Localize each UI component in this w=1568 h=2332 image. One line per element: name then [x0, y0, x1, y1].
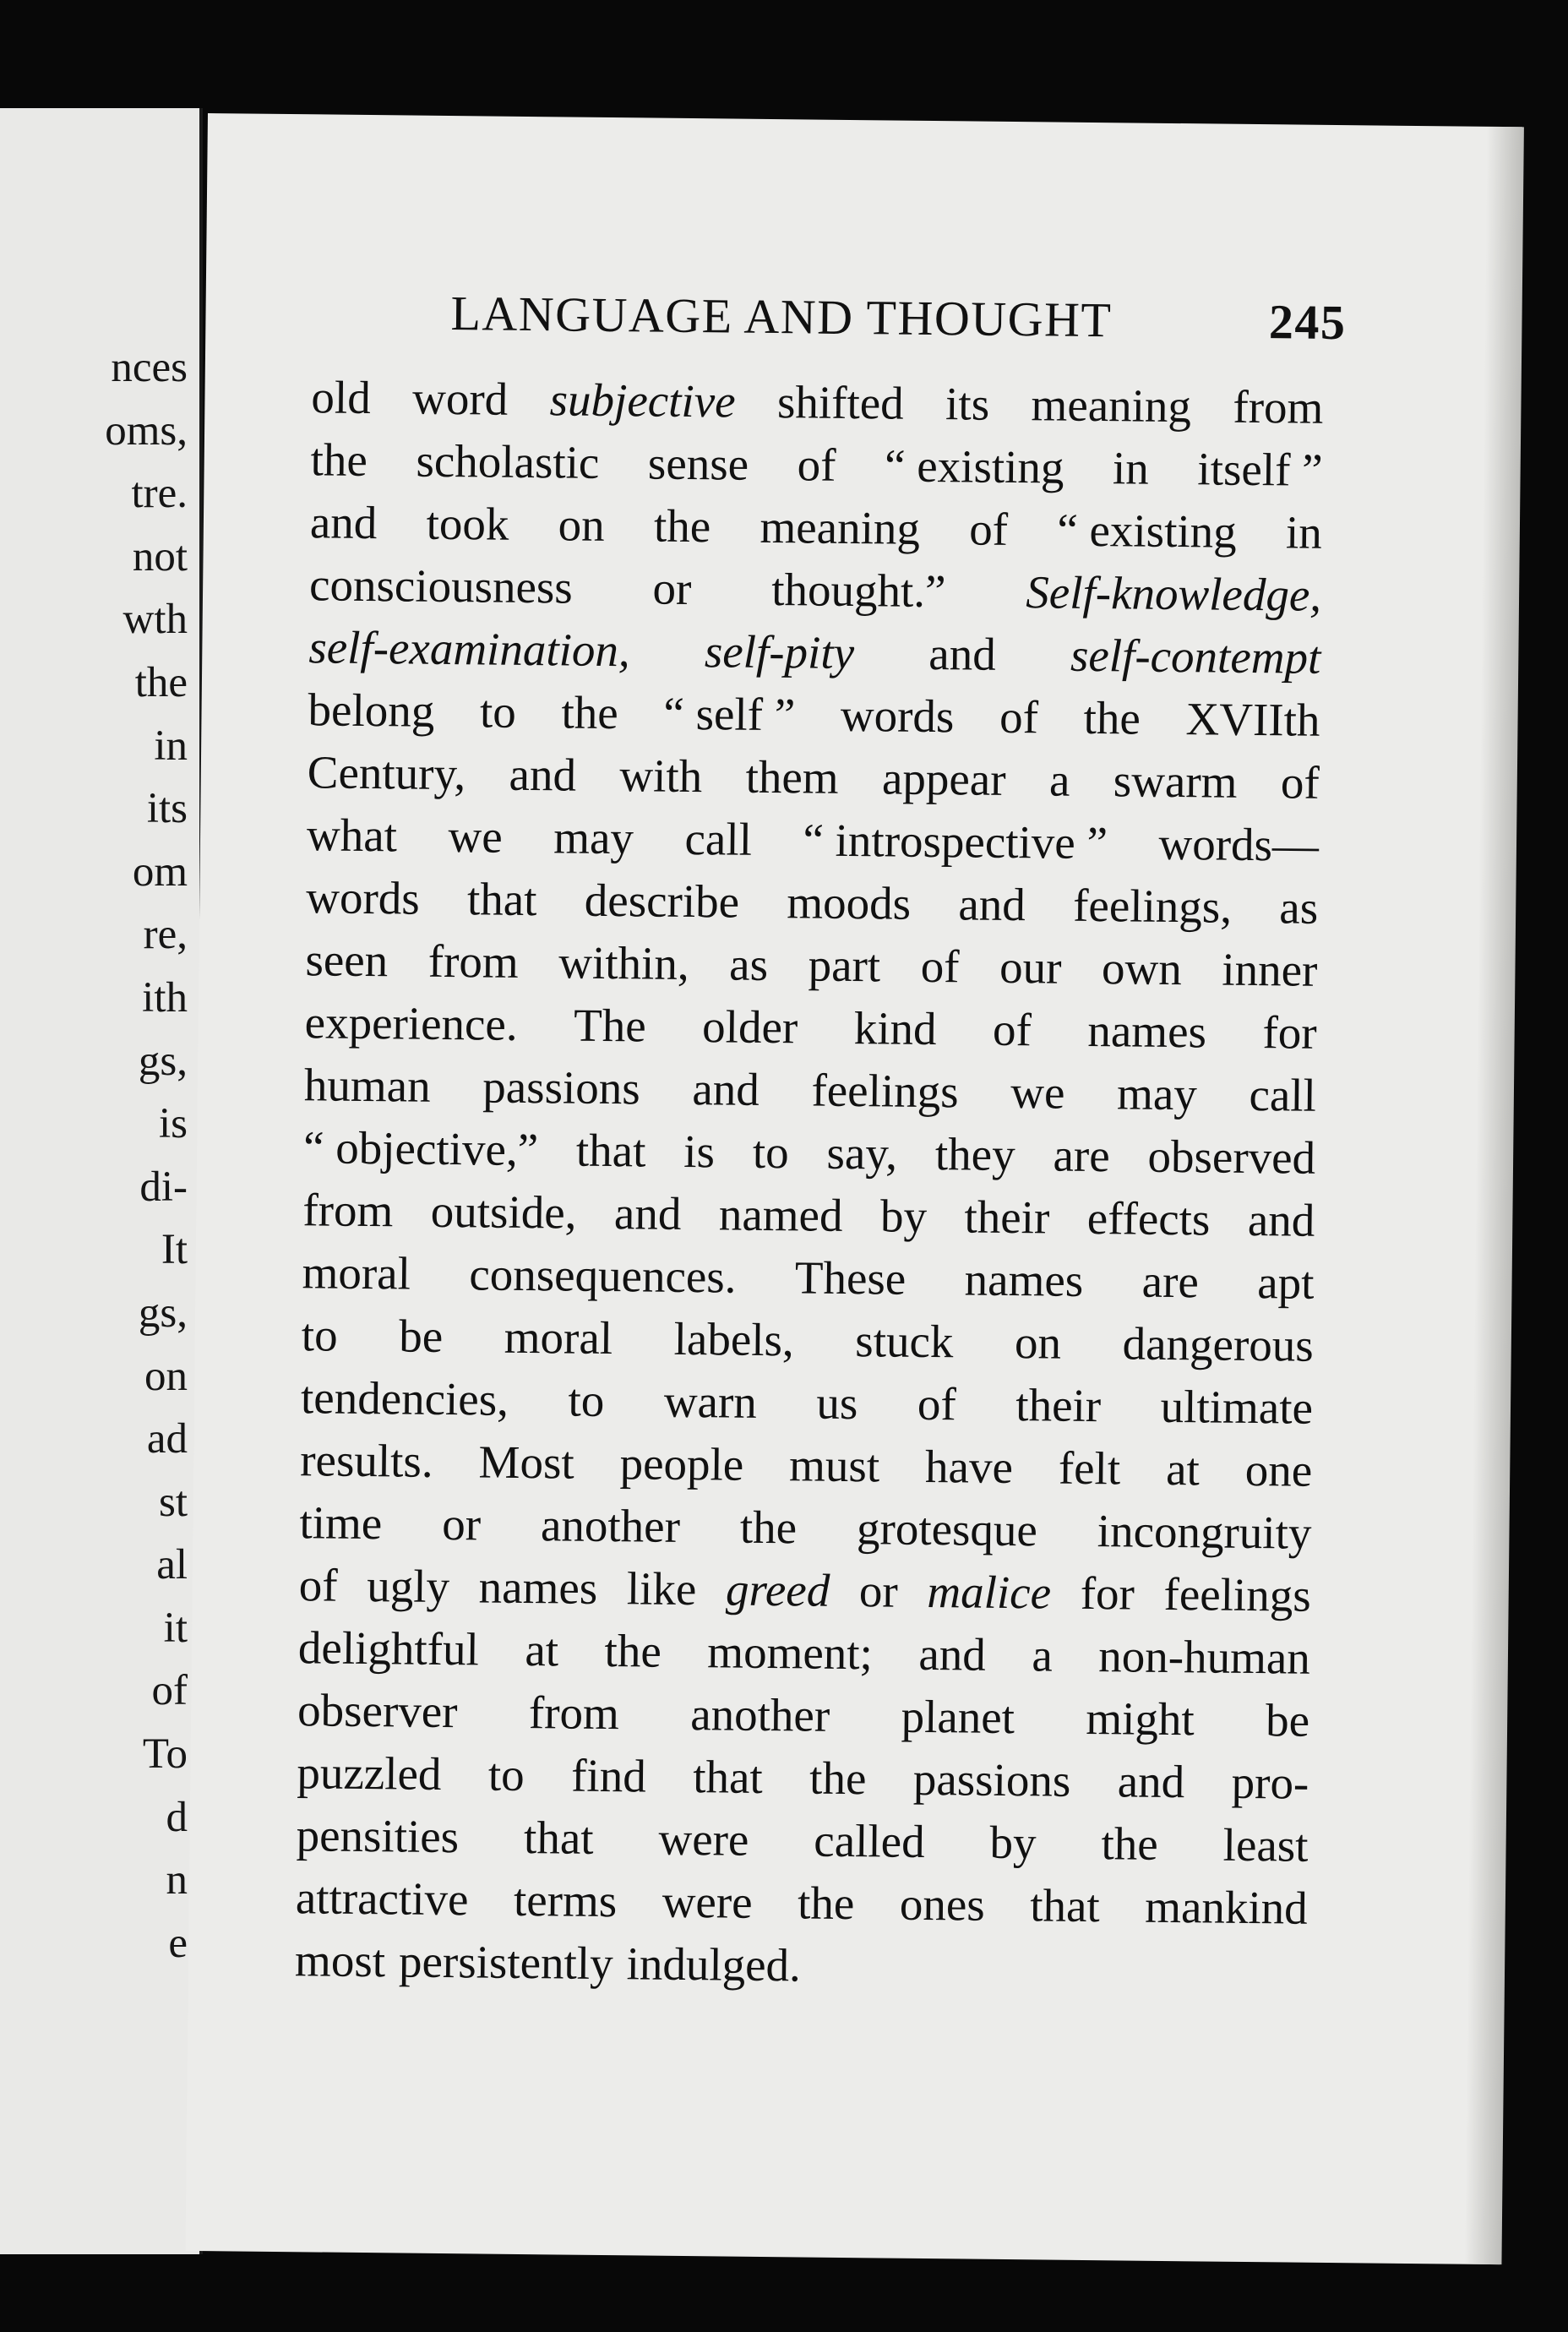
- word: that: [575, 1124, 646, 1177]
- left-page-fragment: om: [132, 847, 188, 896]
- word: at: [525, 1624, 559, 1676]
- word: persistently: [398, 1935, 613, 1990]
- word: within,: [558, 936, 689, 990]
- text-line: [309, 553, 1322, 627]
- word: the: [1101, 1817, 1159, 1870]
- left-page-fragment: re,: [143, 911, 188, 959]
- word: by: [989, 1816, 1037, 1869]
- word: of: [298, 1559, 338, 1611]
- italic-word: self-contempt: [1070, 629, 1321, 684]
- word: call: [684, 812, 753, 865]
- word: to: [487, 1748, 525, 1801]
- word: with: [619, 749, 703, 803]
- word: of: [968, 503, 1009, 555]
- word: or: [858, 1565, 899, 1617]
- word: another: [540, 1499, 681, 1552]
- word: consciousness: [308, 558, 574, 613]
- word: and: [1247, 1193, 1315, 1246]
- word: shifted: [776, 376, 905, 429]
- word: apt: [1257, 1256, 1315, 1309]
- word: are: [1141, 1255, 1200, 1308]
- word: scholastic: [416, 434, 600, 488]
- word: names: [964, 1253, 1084, 1306]
- word: or: [652, 562, 692, 615]
- word: and: [928, 627, 997, 680]
- word: to: [479, 685, 517, 738]
- word: we: [448, 810, 504, 863]
- word: they: [934, 1128, 1015, 1181]
- word: stuck: [855, 1315, 954, 1368]
- word: called: [814, 1814, 925, 1867]
- running-head-title: LANGUAGE AND THOUGHT: [450, 286, 1113, 348]
- text-line: [296, 1804, 1309, 1877]
- word: their: [1015, 1379, 1102, 1432]
- word: “ existing: [1057, 504, 1238, 558]
- word: of: [917, 1377, 957, 1430]
- text-line: [304, 1054, 1317, 1127]
- word: labels,: [673, 1312, 795, 1366]
- word: and: [1117, 1755, 1185, 1808]
- text-line: [306, 866, 1319, 940]
- text-line: [301, 1304, 1314, 1377]
- text-line: [304, 991, 1317, 1065]
- left-page-fragment: is: [158, 1100, 188, 1148]
- left-page-fragment: the: [134, 658, 188, 706]
- word: tendencies,: [300, 1371, 509, 1425]
- text-line: [295, 1866, 1308, 1940]
- word: word: [411, 372, 509, 425]
- word: feelings,: [1072, 879, 1233, 933]
- word: incongruity: [1097, 1505, 1312, 1559]
- word: from: [528, 1686, 620, 1740]
- word: might: [1086, 1692, 1195, 1746]
- word: kind: [853, 1002, 937, 1055]
- left-page-fragment: e: [168, 1919, 188, 1967]
- word: the: [604, 1625, 662, 1677]
- word: ultimate: [1160, 1380, 1314, 1434]
- word: passions: [912, 1752, 1071, 1806]
- left-page-fragment: di-: [139, 1163, 188, 1211]
- text-line: [308, 616, 1321, 689]
- word: on: [558, 499, 606, 551]
- left-page-fragment: gs,: [138, 1289, 188, 1337]
- word: are: [1053, 1129, 1111, 1182]
- text-line: [297, 1741, 1309, 1815]
- italic-word: self-pity: [704, 625, 855, 679]
- word: ones: [899, 1877, 986, 1931]
- word: part: [808, 939, 881, 992]
- word: their: [964, 1191, 1050, 1244]
- word: pensities: [296, 1809, 460, 1863]
- left-page-fragment: not: [132, 532, 188, 580]
- word: and: [613, 1187, 682, 1240]
- word: in: [1285, 506, 1323, 558]
- word: of: [992, 1003, 1032, 1056]
- word: like: [626, 1562, 697, 1616]
- word: Century,: [307, 746, 466, 800]
- word: itself ”: [1197, 443, 1323, 496]
- word: the: [797, 1877, 855, 1930]
- word: results.: [299, 1434, 433, 1487]
- word: moods: [787, 876, 912, 929]
- left-page-fragment: gs,: [138, 1037, 188, 1085]
- word: inner: [1222, 943, 1318, 996]
- left-page-fragment: st: [158, 1478, 188, 1526]
- word: must: [788, 1439, 880, 1492]
- word: in: [1112, 442, 1150, 494]
- word: observed: [1147, 1130, 1316, 1184]
- word: people: [619, 1437, 744, 1490]
- left-page-fragment: n: [166, 1856, 188, 1904]
- left-page-fragment: It: [161, 1226, 188, 1274]
- text-line: [308, 678, 1320, 752]
- word: swarm: [1113, 755, 1238, 808]
- text-line: [299, 1491, 1312, 1565]
- word: find: [570, 1749, 647, 1802]
- word: dangerous: [1122, 1317, 1315, 1371]
- word: what: [306, 809, 398, 862]
- left-page-fragment: of: [151, 1667, 188, 1715]
- word: from: [427, 934, 520, 988]
- word: and: [918, 1627, 987, 1681]
- word: another: [689, 1688, 830, 1741]
- word: our: [999, 940, 1062, 994]
- word: us: [816, 1376, 858, 1430]
- word: warn: [663, 1375, 758, 1428]
- word: These: [794, 1251, 906, 1305]
- left-page-fragment: wth: [122, 596, 188, 644]
- body-text: [295, 366, 1324, 2002]
- left-page-fragment: al: [156, 1541, 188, 1589]
- word: moral: [302, 1246, 411, 1299]
- word: non-human: [1098, 1630, 1311, 1684]
- text-line: [301, 1366, 1314, 1440]
- word: a: [1032, 1629, 1054, 1681]
- left-page-fragment: ith: [142, 973, 188, 1022]
- word: moment;: [707, 1626, 874, 1680]
- word: belong: [308, 684, 435, 737]
- word: have: [924, 1440, 1014, 1494]
- word: ugly: [366, 1560, 450, 1613]
- left-page-fragment: To: [142, 1730, 188, 1779]
- text-line: [311, 366, 1324, 439]
- word: that: [523, 1812, 594, 1864]
- word: most: [294, 1934, 386, 1987]
- word: names: [1087, 1004, 1207, 1058]
- italic-word: malice: [927, 1566, 1052, 1619]
- word: the: [310, 433, 368, 486]
- word: planet: [901, 1690, 1015, 1744]
- word: from: [302, 1184, 394, 1237]
- word: attractive: [295, 1872, 469, 1926]
- word: moral: [504, 1310, 613, 1365]
- word: the: [808, 1752, 867, 1805]
- word: “ self ”: [663, 687, 796, 741]
- word: were: [658, 1812, 749, 1866]
- text-line: [310, 491, 1323, 564]
- word: names: [478, 1561, 598, 1614]
- left-page-fragment: in: [154, 722, 188, 770]
- left-page-fragment: d: [166, 1793, 188, 1841]
- word: its: [945, 378, 990, 430]
- text-line: [298, 1554, 1311, 1627]
- running-head: [450, 285, 1347, 351]
- word: experience.: [304, 996, 518, 1050]
- word: XVIIth: [1185, 693, 1320, 746]
- word: and: [509, 748, 577, 801]
- word: of: [920, 940, 960, 993]
- word: and: [958, 878, 1026, 931]
- left-page-fragment: nces: [111, 344, 188, 391]
- word: say,: [826, 1126, 898, 1180]
- word: on: [1014, 1316, 1062, 1369]
- word: felt: [1058, 1441, 1121, 1495]
- word: consequences.: [469, 1248, 737, 1303]
- word: words: [305, 871, 421, 924]
- word: feelings: [811, 1064, 959, 1118]
- word: them: [745, 750, 839, 804]
- word: own: [1101, 942, 1183, 995]
- left-page-fragment: it: [163, 1604, 188, 1652]
- word: “ existing: [884, 439, 1064, 493]
- word: from: [1233, 380, 1324, 433]
- text-line: [307, 741, 1320, 815]
- word: and: [309, 496, 378, 549]
- page-number: 245: [1268, 294, 1347, 351]
- word: The: [573, 999, 647, 1052]
- word: pro-: [1231, 1756, 1309, 1809]
- word: of: [1280, 756, 1320, 809]
- word: be: [1265, 1694, 1310, 1746]
- word: least: [1222, 1818, 1309, 1872]
- word: for: [1080, 1566, 1135, 1620]
- text-line: [303, 1116, 1316, 1190]
- word: the: [653, 499, 711, 553]
- word: the: [1083, 691, 1141, 744]
- word: mankind: [1144, 1880, 1309, 1934]
- text-line: [302, 1179, 1315, 1252]
- word: time: [299, 1496, 383, 1550]
- word: as: [1279, 881, 1319, 934]
- italic-word: greed: [725, 1563, 830, 1616]
- word: may: [1116, 1067, 1198, 1120]
- left-page-fragment: oms,: [105, 406, 188, 455]
- word: we: [1010, 1066, 1065, 1119]
- word: observer: [297, 1684, 458, 1738]
- word: describe: [584, 874, 740, 928]
- word: or: [441, 1497, 482, 1550]
- word: by: [879, 1190, 928, 1242]
- text-line: [295, 1929, 1308, 2002]
- word: words: [840, 689, 955, 743]
- word: to: [301, 1309, 338, 1361]
- left-page-fragment: tre.: [131, 470, 188, 518]
- word: “ introspective ”: [803, 814, 1108, 869]
- word: sense: [647, 437, 749, 490]
- word: old: [311, 371, 372, 424]
- word: grotesque: [856, 1502, 1038, 1556]
- word: to: [752, 1125, 790, 1179]
- italic-word: self-examination,: [308, 621, 631, 677]
- word: be: [398, 1310, 444, 1362]
- word: as: [728, 938, 769, 990]
- left-page-fragment: ad: [146, 1415, 188, 1463]
- word: seen: [305, 934, 389, 987]
- word: the: [739, 1501, 798, 1554]
- word: effects: [1086, 1191, 1211, 1245]
- text-line: [310, 428, 1323, 502]
- word: and: [692, 1063, 760, 1115]
- word: to: [568, 1374, 605, 1426]
- text-line: [307, 804, 1320, 877]
- word: older: [701, 1000, 798, 1054]
- word: one: [1244, 1443, 1313, 1496]
- word: meaning: [1031, 379, 1192, 433]
- word: meaning: [760, 500, 921, 554]
- word: words—: [1158, 817, 1320, 871]
- word: that: [466, 873, 537, 926]
- word: of: [999, 690, 1039, 744]
- text-line: [305, 929, 1318, 1002]
- word: Most: [478, 1436, 575, 1489]
- word: “ objective,”: [302, 1121, 539, 1176]
- word: for: [1262, 1006, 1317, 1059]
- text-line: [297, 1679, 1310, 1752]
- word: call: [1249, 1068, 1317, 1121]
- word: indulged.: [626, 1937, 802, 1991]
- word: named: [718, 1188, 843, 1241]
- word: appear: [881, 752, 1006, 805]
- left-facing-page: [0, 108, 203, 2254]
- right-book-page: [186, 113, 1522, 2264]
- word: that: [692, 1751, 764, 1803]
- word: is: [683, 1125, 716, 1178]
- word: were: [662, 1875, 753, 1928]
- word: took: [426, 497, 509, 550]
- word: the: [561, 686, 619, 739]
- word: may: [553, 811, 634, 864]
- word: thought.”: [770, 564, 946, 618]
- word: puzzled: [297, 1746, 442, 1801]
- left-page-fragment: its: [146, 785, 188, 833]
- word: feelings: [1163, 1567, 1312, 1621]
- word: of: [797, 439, 836, 491]
- word: at: [1165, 1442, 1200, 1496]
- word: that: [1029, 1879, 1101, 1932]
- word: passions: [482, 1060, 641, 1114]
- left-page-fragment: on: [144, 1352, 188, 1400]
- word: delightful: [297, 1621, 480, 1675]
- text-line: [300, 1429, 1313, 1502]
- word: terms: [513, 1873, 618, 1927]
- italic-word: subjective: [549, 373, 736, 428]
- italic-word: Self-knowledge,: [1026, 566, 1322, 621]
- word: a: [1048, 754, 1070, 806]
- word: human: [303, 1059, 431, 1112]
- left-page-text-fragments: [105, 336, 188, 1975]
- text-line: [302, 1241, 1315, 1315]
- text-line: [298, 1616, 1311, 1690]
- word: outside,: [430, 1185, 577, 1239]
